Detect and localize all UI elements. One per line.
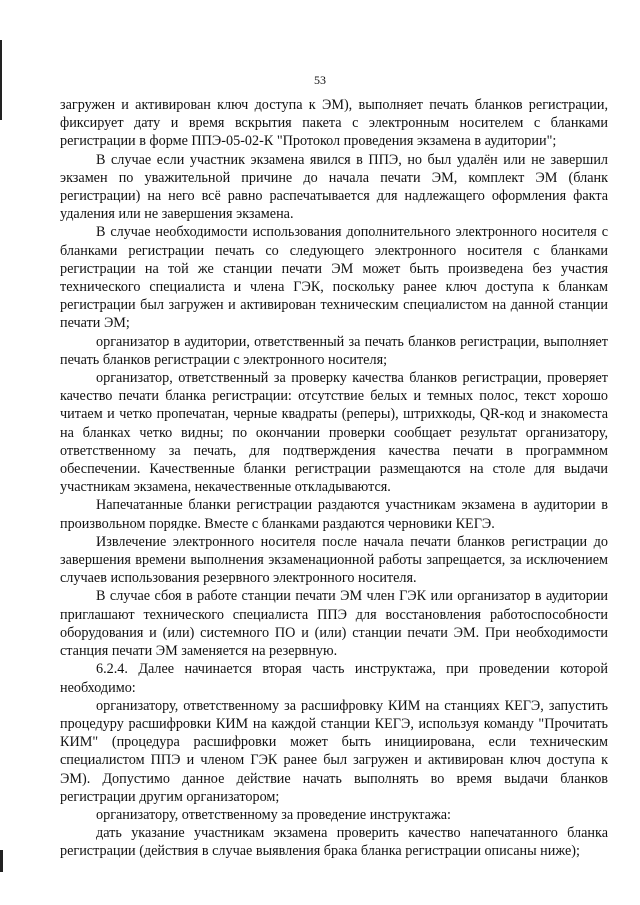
scan-edge-mark <box>0 850 3 872</box>
body-text <box>60 96 608 861</box>
paragraph: организатору, ответственному за расшифровку КИМ на станциях КЕГЭ, запустить процедуру расшифровки КИМ на каждой станции КЕГЭ, используя команду "Прочитать КИМ" (процедура расшифровки может быть инициирована, если техническим специалистом ППЭ и членом ГЭК ранее был загружен и активирован ключ доступа к ЭМ). Допустимо данное действие начать выполнять во время выдачи бланков регистрации другим организатором; <box>60 697 608 805</box>
paragraph: организатор в аудитории, ответственный за печать бланков регистрации, выполняет печать бланков регистрации с электронного носителя; <box>60 333 608 368</box>
paragraph: В случае сбоя в работе станции печати ЭМ член ГЭК или организатор в аудитории приглашают технического специалиста ППЭ для восстановления работоспособности оборудования и (или) системного ПО и (или) станции печати ЭМ. При необходимости станция печати ЭМ заменяется на резервную. <box>60 588 608 660</box>
paragraph: Напечатанные бланки регистрации раздаются участникам экзамена в аудитории в произвольном порядке. Вместе с бланками раздаются черновики КЕГЭ. <box>60 497 608 532</box>
paragraph: дать указание участникам экзамена проверить качество напечатанного бланка регистрации (действия в случае выявления брака бланка регистрации описаны ниже); <box>60 825 608 860</box>
page-number: 53 <box>314 73 326 87</box>
section-paragraph: 6.2.4. Далее начинается вторая часть инструктажа, при проведении которой необходимо: <box>60 661 608 696</box>
paragraph: загружен и активирован ключ доступа к ЭМ), выполняет печать бланков регистрации, фиксирует дату и время вскрытия пакета с электронным носителем с бланками регистрации в форме ППЭ-05-02-К "Протокол проведения экзамена в аудитории"; <box>60 97 608 150</box>
paragraph: организатор, ответственный за проверку качества бланков регистрации, проверяет качество печати бланка регистрации: отсутствие белых и темных полос, текст хорошо читаем и четко пропечатан, черные квадраты (реперы), штрихкоды, QR-код и знакоместа на бланках четко видны; по окончании проверки сообщает результат организатору, ответственному за печать, для подтверждения качества печати в программном обеспечении. Качественные бланки регистрации размещаются на столе для выдачи участникам экзамена, некачественные откладываются. <box>60 370 608 496</box>
paragraph: В случае если участник экзамена явился в ППЭ, но был удалён или не завершил экзамен по уважительной причине до начала печати ЭМ, комплект ЭМ (бланк регистрации) на него всё равно распечатывается для надлежащего оформления факта удаления или не завершения экзамена. <box>60 151 608 223</box>
paragraph: В случае необходимости использования дополнительного электронного носителя с бланками регистрации печать со следующего электронного носителя с бланками регистрации на той же станции печати ЭМ может быть произведена без участия технического специалиста и члена ГЭК, поскольку ранее ключ доступа к бланкам регистрации был загружен и активирован техническим специалистом на данной станции печати ЭМ; <box>60 224 608 332</box>
paragraph: организатору, ответственному за проведение инструктажа: <box>96 806 452 823</box>
paragraph: Извлечение электронного носителя после начала печати бланков регистрации до завершения времени выполнения экзаменационной работы запрещается, за исключением случаев использования резервного электронного носителя. <box>60 533 608 587</box>
